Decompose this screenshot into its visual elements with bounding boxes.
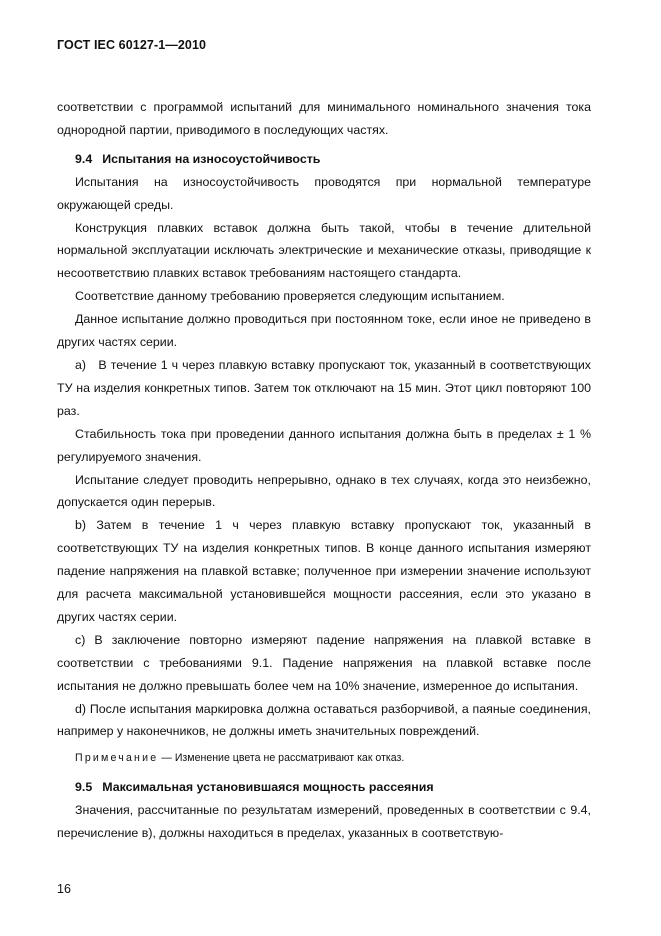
note — [57, 747, 591, 770]
list-item-b: b) Затем в течение 1 ч через плавкую вставку пропускают ток, указанный в соответствующих ТУ на изделия конкретных типов. В конце данного испытания измеряют падение напряжения на плавкой вставке; полученное при измерении значение используют для расчета максимальной установившейся мощности рассеяния, если это указано в других частях серии. — [57, 518, 591, 624]
paragraph: Конструкция плавких вставок должна быть такой, чтобы в течение длительной нормальной эксплуатации исключать электрические и механические отказы, приводящие к несоответствию плавких вставок требованиям настоящего стандарта. — [57, 220, 591, 281]
section-heading-9-4 — [57, 148, 591, 171]
paragraph: Испытание следует проводить непрерывно, однако в тех случаях, когда это неизбежно, допускается один перерыв. — [57, 472, 591, 510]
paragraph: Испытания на износоустойчивость проводятся при нормальной температуре окружающей среды. — [57, 174, 591, 212]
paragraph: Стабильность тока при проведении данного испытания должна быть в пределах ± 1 % регулируемого значения. — [57, 426, 591, 464]
page-number: 16 — [57, 882, 71, 896]
section-number: 9.5 — [75, 780, 93, 795]
note-label: Примечание — [75, 752, 159, 765]
paragraph: Соответствие данному требованию проверяется следующим испытанием. — [75, 289, 505, 304]
note-text: — Изменение цвета не рассматривают как отказ. — [161, 752, 405, 765]
section-title: Испытания на износоустойчивость — [102, 151, 321, 166]
list-item-d: d) После испытания маркировка должна оставаться разборчивой, а паяные соединения, например у наконечников, не должны иметь значительных повреждений. — [57, 701, 591, 739]
document-header: ГОСТ IEC 60127-1—2010 — [57, 38, 207, 52]
list-item-a: a) В течение 1 ч через плавкую вставку пропускают ток, указанный в соответствующих ТУ на изделия конкретных типов. Затем ток отключают на 15 мин. Этот цикл повторяют 100 раз. — [57, 357, 591, 418]
section-number: 9.4 — [75, 151, 93, 166]
paragraph-continuation: соответствии с программой испытаний для минимального номинального значения тока однородной партии, приводимого в последующих частях. — [57, 100, 591, 137]
list-item-c: c) В заключение повторно измеряют падение напряжения на плавкой вставке в соответствии с требованиями 9.1. Падение напряжения на плавкой вставке после испытания не должно превышать более чем на 10% значение, измеренное до испытания. — [57, 632, 591, 693]
section-heading-9-5 — [57, 776, 591, 799]
paragraph: Значения, рассчитанные по результатам измерений, проведенных в соответствии с 9.4, перечисление в), должны находиться в пределах, указанных в соответствую- — [57, 803, 591, 841]
paragraph: Данное испытание должно проводиться при постоянном токе, если иное не приведено в других частях серии. — [57, 312, 591, 350]
section-title: Максимальная установившаяся мощность рассеяния — [102, 780, 434, 795]
page-body — [57, 96, 591, 845]
